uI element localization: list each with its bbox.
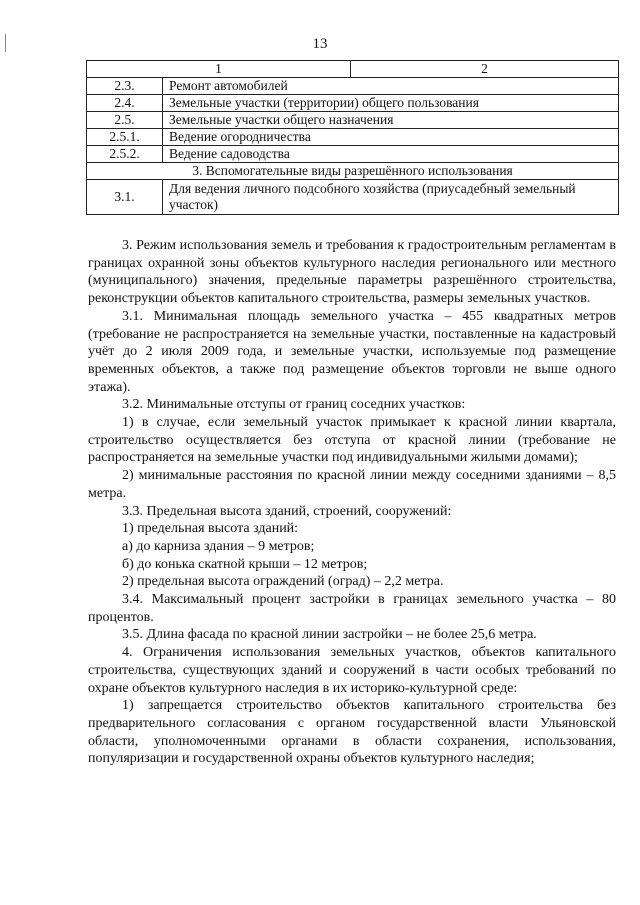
paragraph-3-3-item-b: б) до конька скатной крыши – 12 метров; — [122, 556, 368, 572]
table-cell-name: Ведение огородничества — [163, 129, 619, 146]
paragraph-3-2-item-1: 1) в случае, если земельный участок примыкает к красной линии квартала, строительство осуществляется без отступа от красной линии (требование не распространяется на земельные участки под индивидуальными жилыми домами); — [88, 415, 616, 466]
table-cell-name: Ведение садоводства — [163, 146, 619, 163]
paragraph-3-3-item-a: а) до карниза здания – 9 метров; — [122, 538, 315, 554]
paragraph-4: 4. Ограничения использования земельных участков, объектов капитального строительства, существующих зданий и сооружений в части особых требований по охране объектов культурного наследия в их историко-культурной среде: — [88, 645, 616, 696]
table-cell-code: 2.5.2. — [87, 146, 163, 163]
paragraph-3-1: 3.1. Минимальная площадь земельного участка – 455 квадратных метров (требование не распространяется на земельные участки, поставленные на кадастровый учёт до 2 июля 2009 года, и земельные участки, используемые под размещение временных объектов, а также под размещение объектов торговли не выше одного этажа). — [88, 308, 616, 395]
table-cell-code: 3.1. — [87, 180, 163, 215]
document-body — [88, 237, 616, 768]
table-cell-name: Земельные участки общего назначения — [163, 112, 619, 129]
table-header-row — [87, 61, 619, 78]
table-cell-code: 2.4. — [87, 95, 163, 112]
table-header-cell: 2 — [351, 61, 619, 78]
table-section-row — [87, 163, 619, 180]
paragraph-3-2: 3.2. Минимальные отступы от границ соседних участков: — [122, 397, 466, 413]
paragraph-3: 3. Режим использования земель и требования к градостроительным регламентам в границах охранной зоны объектов культурного наследия регионального или местного (муниципального) значения, предельные параметры разрешённого строительства, реконструкции объектов капитального строительства, размеры земельных участков. — [88, 238, 616, 307]
table-cell-code: 2.5.1. — [87, 129, 163, 146]
table-row — [87, 129, 619, 146]
paragraph-3-3-item-2: 2) предельная высота ограждений (оград) – 2,2 метра. — [122, 574, 444, 590]
table-header-cell: 1 — [87, 61, 351, 78]
paragraph-3-3-item-1: 1) предельная высота зданий: — [122, 521, 299, 537]
paragraph-4-item-1: 1) запрещается строительство объектов капитального строительства без предварительного согласования с органом государственной власти Ульяновской области, уполномоченными органами в области сохранения, использования, популяризации и государственной охраны объектов культурного наследия; — [88, 698, 616, 767]
table-row — [87, 180, 619, 215]
land-use-table — [86, 60, 619, 215]
table-row — [87, 112, 619, 129]
table-cell-code: 2.3. — [87, 78, 163, 95]
table-row — [87, 78, 619, 95]
table-row — [87, 146, 619, 163]
paragraph-3-2-item-2: 2) минимальные расстояния по красной линии между соседними зданиями – 8,5 метра. — [88, 468, 616, 501]
table-cell-name: Ремонт автомобилей — [163, 78, 619, 95]
table-cell-code: 2.5. — [87, 112, 163, 129]
table-row — [87, 95, 619, 112]
paragraph-3-3: 3.3. Предельная высота зданий, строений, сооружений: — [122, 503, 452, 519]
paragraph-3-5: 3.5. Длина фасада по красной линии застройки – не более 25,6 метра. — [122, 627, 537, 643]
table-cell-name: Земельные участки (территории) общего пользования — [163, 95, 619, 112]
page-number: 13 — [312, 36, 328, 52]
paragraph-3-4: 3.4. Максимальный процент застройки в границах земельного участка – 80 процентов. — [88, 592, 616, 625]
table-cell-name: Для ведения личного подсобного хозяйства (приусадебный земельный участок) — [163, 180, 619, 215]
section-heading: 3. Вспомогательные виды разрешённого использования — [87, 163, 619, 180]
